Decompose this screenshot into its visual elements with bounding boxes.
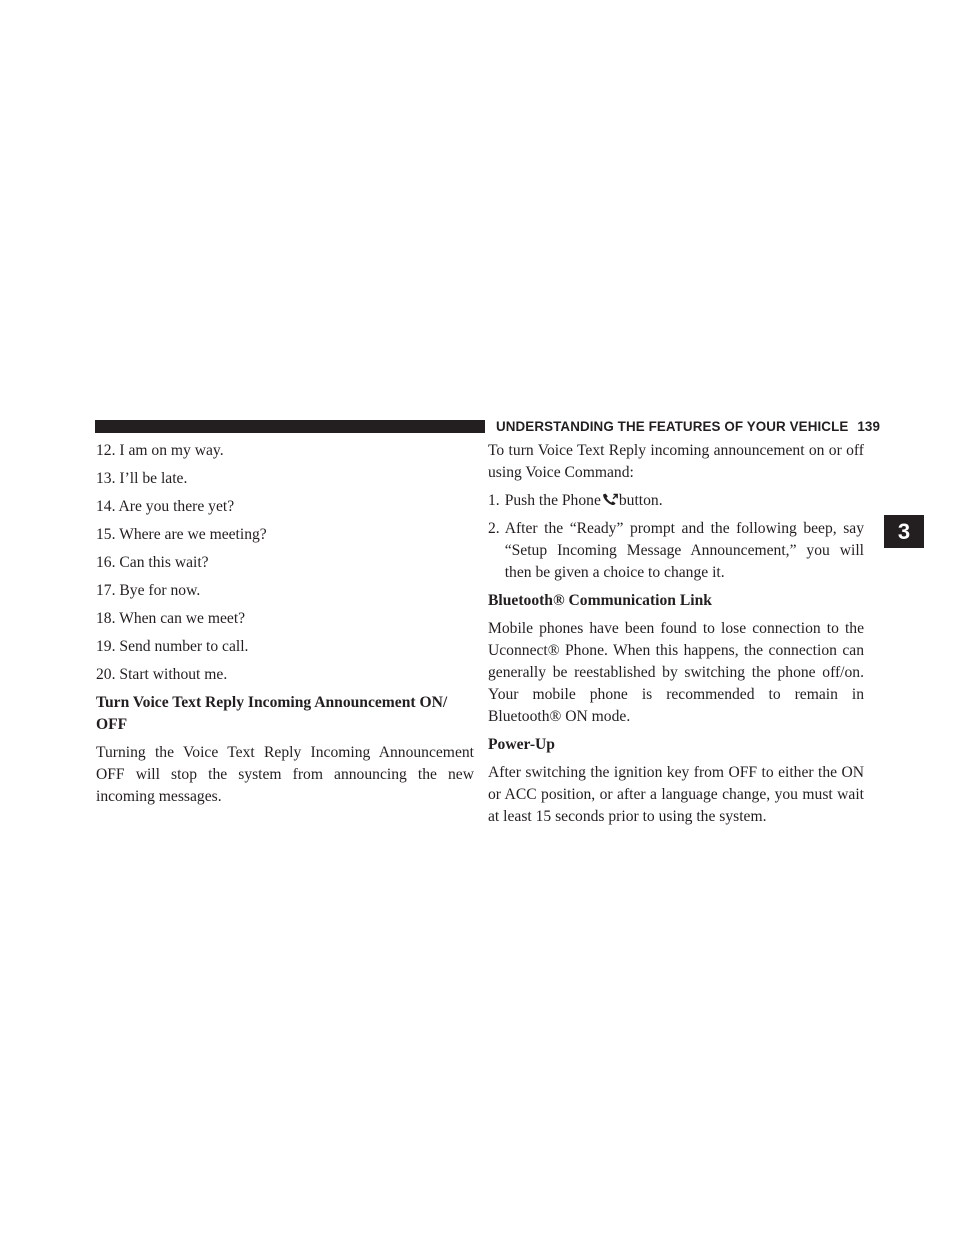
list-item: 12. I am on my way. (96, 442, 224, 459)
list-item: 19. Send number to call. (96, 638, 249, 655)
list-item: 13. I’ll be late. (96, 470, 188, 487)
step-number: 1. (488, 492, 500, 509)
left-column (96, 440, 474, 814)
running-header (496, 418, 881, 435)
announcement-paragraph: Turning the Voice Text Reply Incoming Announcement OFF will stop the system from announcing the new incoming messages. (96, 744, 474, 805)
list-item: 20. Start without me. (96, 666, 228, 683)
intro-paragraph: To turn Voice Text Reply incoming announcement on or off using Voice Command: (488, 442, 864, 481)
list-item: 18. When can we meet? (96, 610, 246, 627)
list-item: 16. Can this wait? (96, 554, 209, 571)
announcement-heading: Turn Voice Text Reply Incoming Announcement ON/ OFF (96, 694, 448, 733)
bluetooth-paragraph: Mobile phones have been found to lose connection to the Uconnect® Phone. When this happens, the connection can generally be reestablished by switching the phone off/on. Your mobile phone is recommended to remain in Bluetooth® ON mode. (488, 620, 864, 725)
powerup-heading: Power-Up (488, 736, 555, 753)
step-number: 2. (488, 520, 500, 537)
step-text (505, 490, 864, 512)
chapter-tab: 3 (884, 515, 924, 548)
list-item: 14. Are you there yet? (96, 498, 235, 515)
step-1 (488, 490, 864, 512)
page-number: 139 (857, 419, 881, 434)
reply-message-list (96, 440, 474, 686)
bluetooth-heading: Bluetooth® Communication Link (488, 592, 712, 609)
step-2 (488, 518, 864, 584)
powerup-paragraph: After switching the ignition key from OFF to either the ON or ACC position, or after a language change, you must wait at least 15 seconds prior to using the system. (488, 764, 864, 825)
step-text-after: button. (618, 492, 663, 509)
step-text: After the “Ready” prompt and the following beep, say “Setup Incoming Message Announcement,” you will then be given a choice to change it. (504, 520, 864, 581)
right-column (488, 440, 864, 834)
step-text-before: Push the Phone (504, 492, 601, 509)
list-item: 17. Bye for now. (96, 582, 201, 599)
section-title: UNDERSTANDING THE FEATURES OF YOUR VEHICLE (496, 419, 849, 434)
list-item: 15. Where are we meeting? (96, 526, 267, 543)
header-rule (95, 420, 485, 433)
phone-icon (602, 493, 618, 506)
